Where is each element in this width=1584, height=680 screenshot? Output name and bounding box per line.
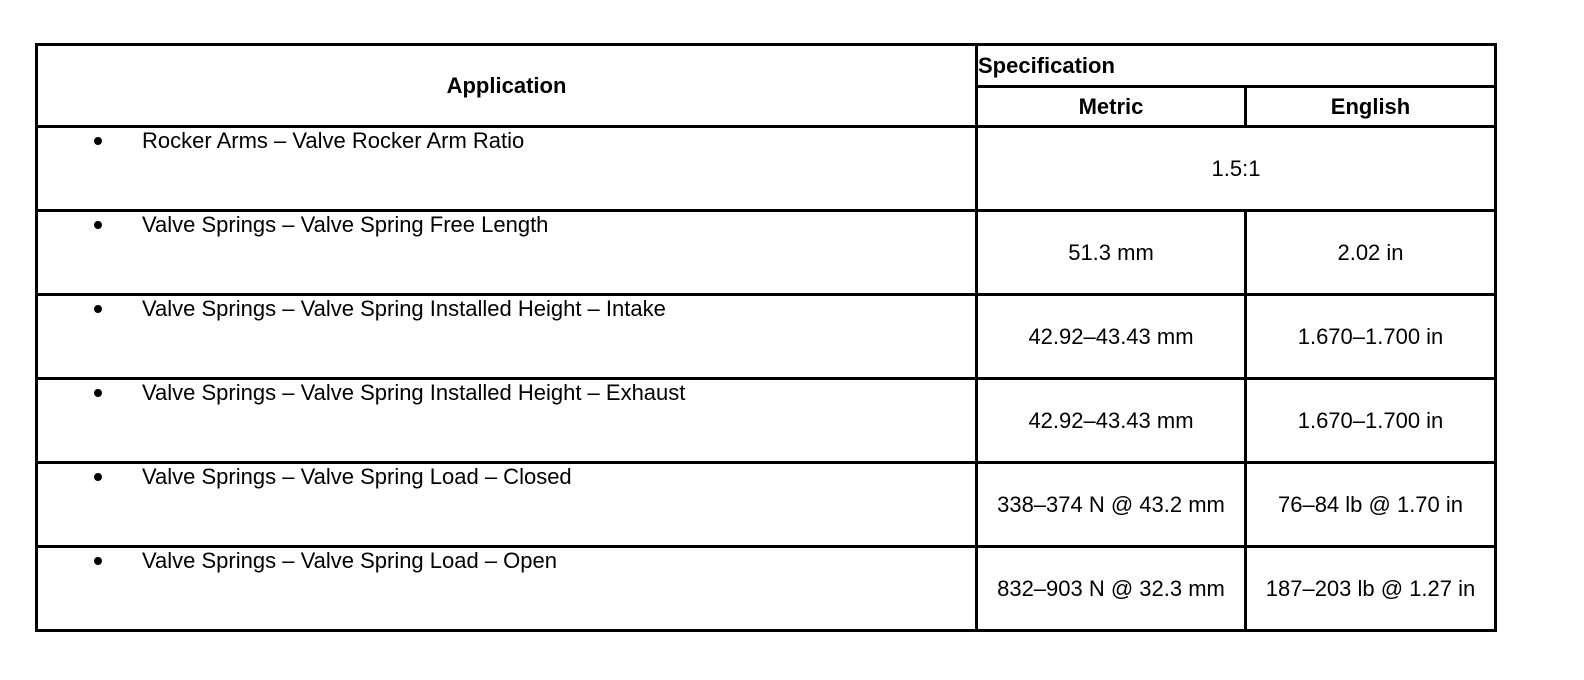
bullet-icon xyxy=(94,389,102,397)
table-row xyxy=(37,211,1496,295)
bullet-icon xyxy=(94,557,102,565)
metric-value: 42.92–43.43 mm xyxy=(977,295,1246,379)
table-row xyxy=(37,463,1496,547)
table-row xyxy=(37,127,1496,211)
specification-header: Specification xyxy=(977,45,1496,87)
header-row xyxy=(37,45,1496,87)
bullet-icon xyxy=(94,473,102,481)
ratio-value: 1.5:1 xyxy=(977,127,1496,211)
application-text: Valve Springs – Valve Spring Load – Closed xyxy=(142,464,572,489)
application-cell xyxy=(37,211,977,295)
english-value: 76–84 lb @ 1.70 in xyxy=(1246,463,1496,547)
table-row xyxy=(37,295,1496,379)
bullet-icon xyxy=(94,137,102,145)
application-text: Valve Springs – Valve Spring Installed Height – Intake xyxy=(142,296,666,321)
application-text: Valve Springs – Valve Spring Free Length xyxy=(142,212,549,237)
metric-value: 42.92–43.43 mm xyxy=(977,379,1246,463)
english-header: English xyxy=(1246,87,1496,127)
application-cell xyxy=(37,463,977,547)
table-row xyxy=(37,547,1496,631)
specification-table xyxy=(35,43,1497,632)
english-value: 1.670–1.700 in xyxy=(1246,295,1496,379)
application-cell xyxy=(37,295,977,379)
application-header: Application xyxy=(37,45,977,127)
application-text: Rocker Arms – Valve Rocker Arm Ratio xyxy=(142,128,525,153)
metric-value: 338–374 N @ 43.2 mm xyxy=(977,463,1246,547)
table-row xyxy=(37,379,1496,463)
application-cell xyxy=(37,379,977,463)
metric-header: Metric xyxy=(977,87,1246,127)
english-value: 1.670–1.700 in xyxy=(1246,379,1496,463)
metric-value: 832–903 N @ 32.3 mm xyxy=(977,547,1246,631)
bullet-icon xyxy=(94,221,102,229)
english-value: 187–203 lb @ 1.27 in xyxy=(1246,547,1496,631)
metric-value: 51.3 mm xyxy=(977,211,1246,295)
bullet-icon xyxy=(94,305,102,313)
application-cell xyxy=(37,547,977,631)
application-text: Valve Springs – Valve Spring Installed Height – Exhaust xyxy=(142,380,686,405)
english-value: 2.02 in xyxy=(1246,211,1496,295)
application-text: Valve Springs – Valve Spring Load – Open xyxy=(142,548,558,573)
application-cell xyxy=(37,127,977,211)
